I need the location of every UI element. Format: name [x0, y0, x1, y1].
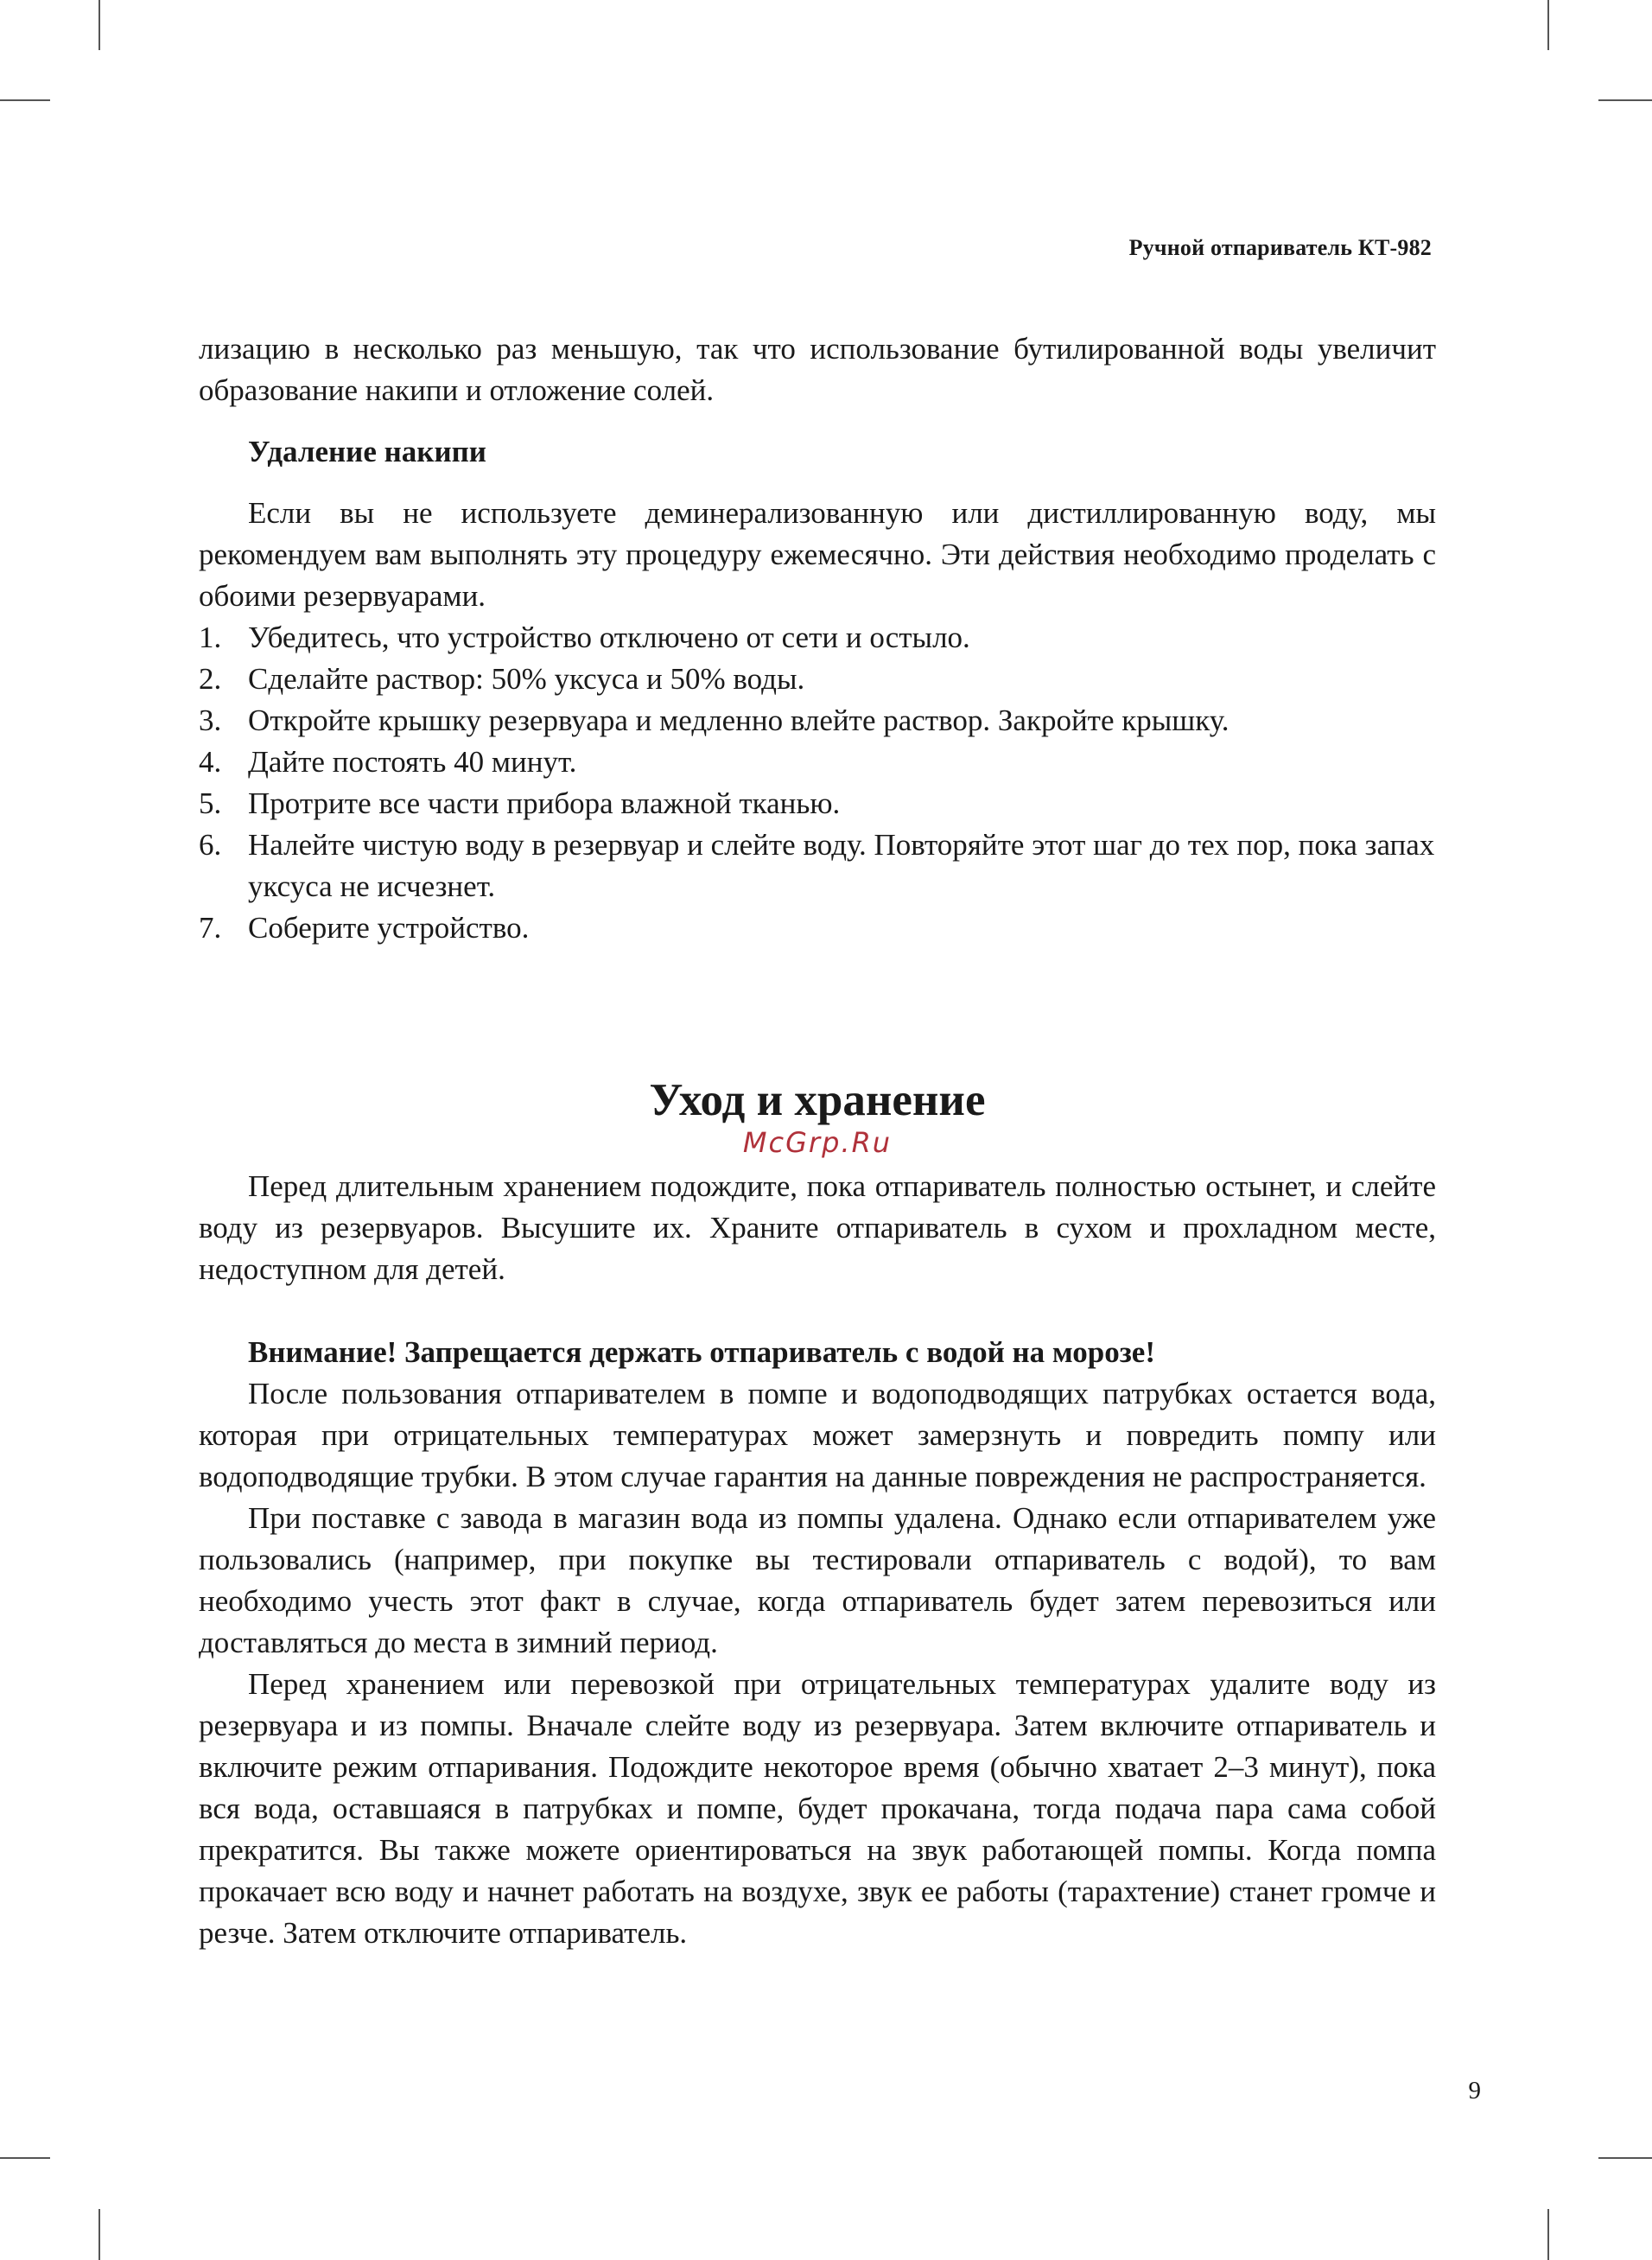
list-item — [199, 700, 1436, 742]
list-item — [199, 907, 1436, 949]
crop-mark-top-right-horizontal — [1598, 99, 1652, 101]
frost-warning: Внимание! Запрещается держать отпариватель с водой на морозе! — [248, 1335, 1155, 1369]
step-text: Протрите все части прибора влажной тканью. — [248, 786, 841, 820]
descaling-steps-list — [199, 617, 1436, 949]
step-text: Убедитесь, что устройство отключено от сети и остыло. — [248, 621, 970, 654]
step-number: 3. — [199, 703, 222, 737]
care-paragraph-4: Перед хранением или перевозкой при отрицательных температурах удалите воду из резервуара и из помпы. Вначале слейте воду из резервуара. Затем включите отпариватель и включите режим отпаривания. Подождите некоторое время (обычно хватает 2–3 минут), пока вся вода, оставшаяся в патрубках и помпе, будет прокачана, тогда подача пара сама собой прекратится. Вы также можете ориентироваться на звук работающей помпы. Когда помпа прокачает всю воду и начнет работать на воздухе, звук ее работы (тарахтение) станет громче и резче. Затем отключите отпариватель. — [199, 1667, 1436, 1950]
step-text: Сделайте раствор: 50% уксуса и 50% воды. — [248, 662, 805, 696]
step-number: 1. — [199, 621, 222, 654]
section-title: Уход и хранение — [649, 1075, 986, 1125]
step-text: Откройте крышку резервуара и медленно влейте раствор. Закройте крышку. — [248, 703, 1229, 737]
page-number: 9 — [1468, 2077, 1481, 2104]
step-text: Соберите устройство. — [248, 911, 530, 945]
step-text: Налейте чистую воду в резервуар и слейте воду. Повторяйте этот шаг до тех пор, пока запах уксуса не исчезнет. — [248, 828, 1435, 903]
step-number: 7. — [199, 911, 222, 945]
list-item — [199, 659, 1436, 700]
care-paragraph-3: При поставке с завода в магазин вода из помпы удалена. Однако если отпаривателем уже пользовались (например, при покупке вы тестировали отпариватель с водой), то вам необходимо учесть этот факт в случае, когда отпариватель будет затем перевозиться или доставляться до места в зимний период. — [199, 1501, 1436, 1659]
crop-mark-bottom-right-vertical — [1547, 2209, 1549, 2260]
step-number: 4. — [199, 745, 222, 779]
list-item — [199, 824, 1436, 907]
crop-mark-bottom-right-horizontal — [1598, 2157, 1652, 2159]
intro-continuation: лизацию в несколько раз меньшую, так что использование бутилированной воды увеличит образование накипи и отложение солей. — [199, 332, 1436, 407]
step-number: 5. — [199, 786, 222, 820]
crop-mark-top-right-vertical — [1547, 0, 1549, 50]
descaling-heading: Удаление накипи — [248, 435, 486, 468]
list-item — [199, 783, 1436, 824]
step-number: 6. — [199, 828, 222, 862]
step-text: Дайте постоять 40 минут. — [248, 745, 577, 779]
watermark-link: McGrp.Ru — [742, 1126, 893, 1159]
care-paragraph-1: Перед длительным хранением подождите, пока отпариватель полностью остынет, и слейте воду из резервуаров. Высушите их. Храните отпариватель в сухом и прохладном месте, недоступном для детей. — [199, 1169, 1436, 1286]
crop-mark-top-left-vertical — [98, 0, 100, 50]
care-paragraph-2: После пользования отпаривателем в помпе и водоподводящих патрубках остается вода, которая при отрицательных температурах может замерзнуть и повредить помпу или водоподводящие трубки. В этом случае гарантия на данные повреждения не распространяется. — [199, 1377, 1436, 1493]
crop-mark-bottom-left-vertical — [98, 2209, 100, 2260]
list-item — [199, 617, 1436, 659]
descaling-intro: Если вы не используете деминерализованную или дистиллированную воду, мы рекомендуем вам выполнять эту процедуру ежемесячно. Эти действия необходимо проделать с обоими резервуарами. — [199, 496, 1436, 613]
step-number: 2. — [199, 662, 222, 696]
list-item — [199, 742, 1436, 783]
crop-mark-bottom-left-horizontal — [0, 2157, 50, 2159]
running-header: Ручной отпариватель КТ-982 — [1128, 235, 1432, 260]
page-body — [199, 328, 1436, 1954]
crop-mark-top-left-horizontal — [0, 99, 50, 101]
